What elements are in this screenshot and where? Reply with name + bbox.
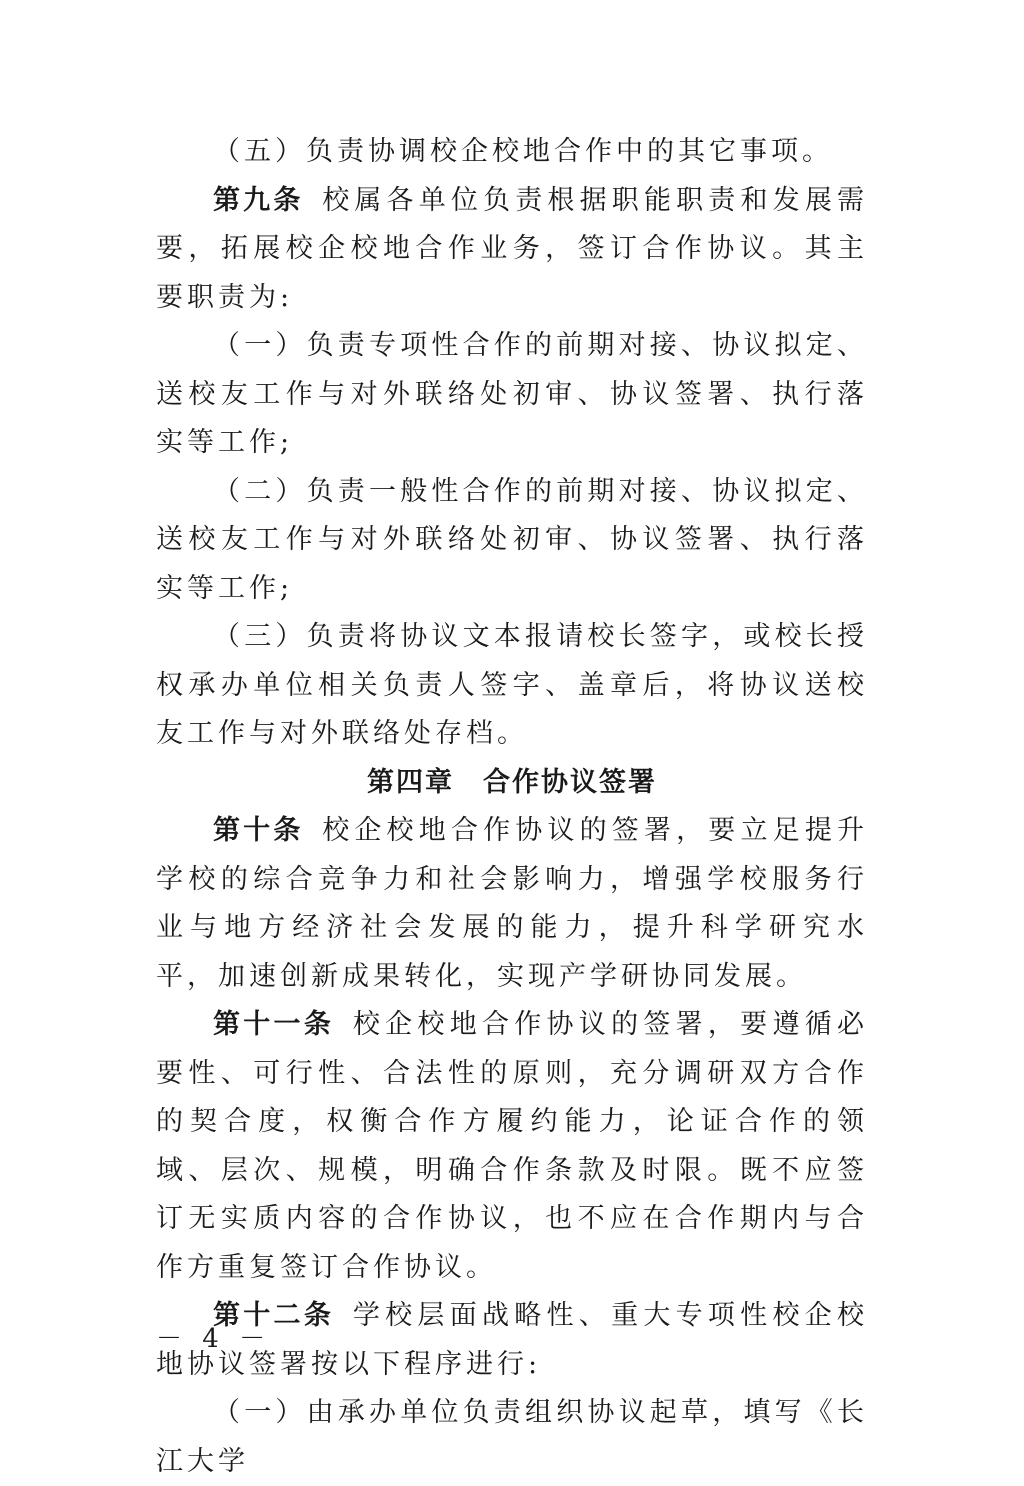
page-number: － 4 － bbox=[156, 1324, 272, 1354]
paragraph-text: （二）负责一般性合作的前期对接、协议拟定、送校友工作与对外联络处初审、协议签署、执行落实等工作; bbox=[156, 475, 868, 604]
article-number: 第十二条 bbox=[213, 1300, 335, 1331]
paragraph-text: 校企校地合作协议的签署，要遵循必要性、可行性、合法性的原则，充分调研双方合作的契合度，权衡合作方履约能力，论证合作的领域、层次、规模，明确合作条款及时限。既不应签订无实质内容的合作协议，也不应在合作期内与合作方重复签订合作协议。 bbox=[156, 1009, 869, 1283]
paragraph-text: （三）负责将协议文本报请校长签字，或校长授权承办单位相关负责人签字、盖章后，将协议送校友工作与对外联络处存档。 bbox=[156, 621, 868, 749]
paragraph-item-1 bbox=[156, 322, 868, 468]
article-10 bbox=[156, 807, 868, 1001]
article-9 bbox=[156, 177, 868, 323]
paragraph-text: 校企校地合作协议的签署，要立足提升学校的综合竞争力和社会影响力，增强学校服务行业与地方经济社会发展的能力，提升科学研究水平，加速创新成果转化，实现产学研协同发展。 bbox=[156, 815, 869, 992]
paragraph-item-2 bbox=[156, 468, 868, 614]
article-number: 第九条 bbox=[213, 184, 304, 216]
paragraph-item-1-procedure bbox=[156, 1389, 868, 1486]
paragraph-item-3 bbox=[156, 613, 868, 759]
paragraph-text: 学校层面战略性、重大专项性校企校地协议签署按以下程序进行: bbox=[156, 1300, 869, 1380]
chapter-heading: 第四章 合作协议签署 bbox=[367, 766, 657, 798]
paragraph-text: 校属各单位负责根据职能职责和发展需要，拓展校企校地合作业务，签订合作协议。其主要职责为: bbox=[156, 184, 869, 313]
paragraph-item-5 bbox=[156, 128, 868, 177]
paragraph-text: （一）负责专项性合作的前期对接、协议拟定、送校友工作与对外联络处初审、协议签署、执行落实等工作; bbox=[156, 330, 868, 458]
article-11 bbox=[156, 1001, 868, 1292]
article-number: 第十条 bbox=[213, 815, 304, 846]
paragraph-text: （一）由承办单位负责组织协议起草，填写《长江大学 bbox=[156, 1397, 868, 1477]
article-number: 第十一条 bbox=[213, 1009, 335, 1040]
document-body bbox=[156, 128, 868, 1486]
paragraph-text: （五）负责协调校企校地合作中的其它事项。 bbox=[213, 136, 833, 167]
